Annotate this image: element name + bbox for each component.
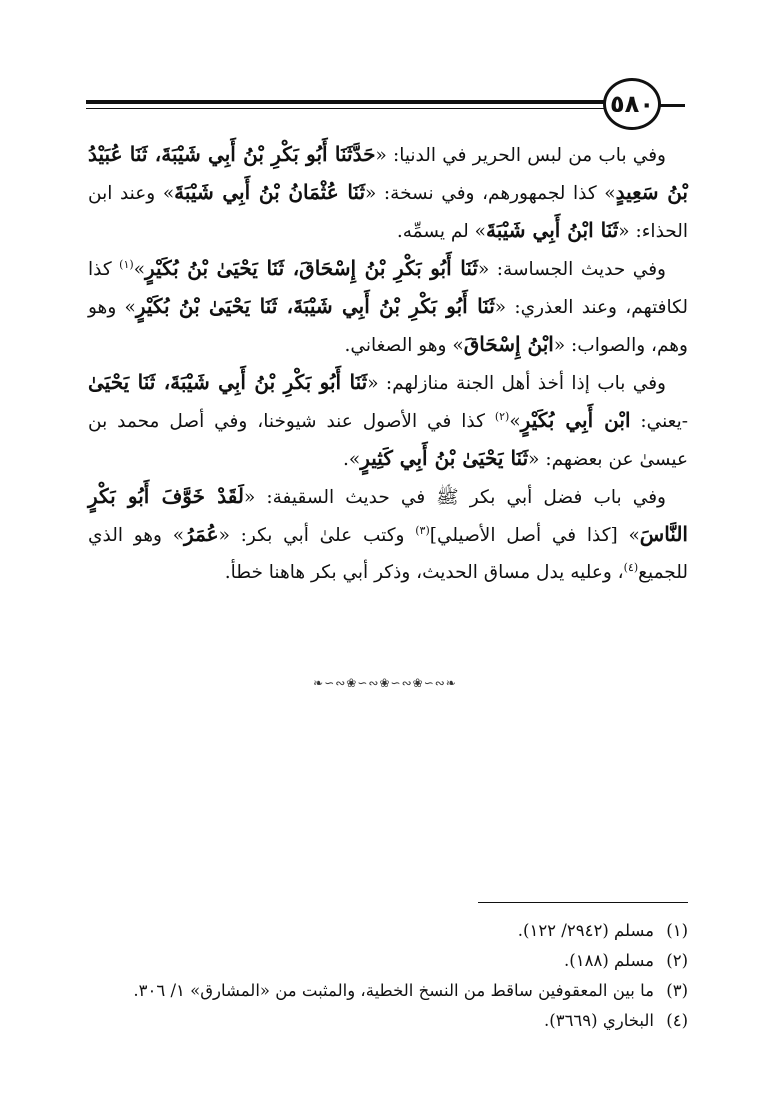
text-run: وفي باب فضل أبي بكر ﷺ في حديث السقيفة: « — [243, 487, 666, 508]
footnote-text: ما بين المعقوفين ساقط من النسخ الخطية، والمثبت من «المشارق» ١/ ٣٠٦. — [133, 981, 654, 1000]
footnote — [100, 946, 688, 976]
section-ornament: ❧∽∾❀∽∾❀∽∾❀∽∾❧ — [313, 676, 457, 690]
text-run: وفي باب إذا أخذ أهل الجنة منازلهم: « — [367, 373, 666, 394]
text-run: » — [133, 259, 146, 280]
hadith-quote: ثَنَا يَحْيَىٰ بْنُ أَبِي كَثِيرٍ — [360, 446, 529, 470]
footnote — [100, 976, 688, 1006]
text-run: » [كذا في أصل الأصيلي] — [429, 525, 640, 546]
hadith-quote: ابْنُ إِسْحَاقَ — [463, 332, 554, 356]
footnote — [100, 916, 688, 946]
hadith-quote: عُمَرُ — [184, 522, 219, 546]
paragraph — [88, 250, 688, 364]
footnote-ref: (٢) — [494, 409, 510, 423]
text-run: وفي باب من لبس الحرير في الدنيا: « — [375, 145, 666, 166]
text-run: كذا لكافتهم، وعند العذري: « — [88, 259, 688, 318]
footnote-ref: (٣) — [415, 523, 430, 537]
text-run: » لم يسمِّه. — [396, 221, 487, 242]
hadith-quote: ابْن أَبِي بُكَيْرٍ — [520, 408, 631, 432]
footnote-separator — [478, 902, 688, 903]
text-run: » وهو الذي للجميع — [88, 525, 688, 583]
footnote-number: (٣) — [666, 981, 688, 1000]
hadith-quote: ثَنَا عُثْمَانُ بْنُ أَبِي شَيْبَةَ — [174, 180, 366, 204]
footnote-number: (١) — [666, 921, 688, 940]
hadith-quote: ثَنَا ابْنُ أَبِي شَيْبَةَ — [486, 218, 619, 242]
footnote — [100, 1006, 688, 1036]
footnote-number: (٢) — [666, 951, 688, 970]
text-run: » — [509, 411, 521, 432]
header-rule-thick — [86, 100, 606, 104]
text-run: وفي حديث الجساسة: « — [477, 259, 666, 280]
text-run: » وعند ابن الحذاء: « — [88, 183, 688, 242]
footnote-text: البخاري (٣٦٦٩). — [544, 1011, 654, 1030]
text-run: -يعني: — [630, 411, 688, 432]
paragraph — [88, 136, 688, 250]
footnotes — [100, 916, 688, 1036]
hadith-quote: لَقَدْ خَوَّفَ أَبُو بَكْرٍ النَّاسَ — [88, 484, 688, 546]
main-text — [88, 136, 688, 591]
text-run: كذا في الأصول عند شيوخنا، وفي أصل محمد بن عيسىٰ عن بعضهم: « — [88, 411, 688, 470]
text-run: ». — [343, 449, 361, 470]
text-run: » كذا لجمهورهم، وفي نسخة: « — [365, 183, 616, 204]
text-run: » وهو وهم، والصواب: « — [88, 297, 688, 356]
hadith-quote: ثَنَا أَبُو بَكْرِ بْنُ أَبِي شَيْبَةَ، ثَنَا يَحْيَىٰ — [88, 370, 368, 394]
header-rule-thin — [86, 108, 606, 109]
text-run: » وهو الصغاني. — [344, 335, 464, 356]
hadith-quote: ثَنَا أَبُو بَكْرِ بْنُ أَبِي شَيْبَةَ، ثَنَا يَحْيَىٰ بْنُ بُكَيْرٍ — [135, 294, 495, 318]
footnote-ref: (٤) — [623, 560, 639, 574]
footnote-text: مسلم (١٨٨). — [564, 951, 654, 970]
text-run: وكتب علىٰ أبي بكر: « — [218, 525, 416, 546]
page-number: ٥٨٠ — [603, 78, 661, 130]
hadith-quote: ثَنَا أَبُو بَكْرِ بْنُ إِسْحَاقَ، ثَنَا يَحْيَىٰ بْنُ بُكَيْرٍ — [145, 256, 478, 280]
hadith-quote: حَدَّثَنَا أَبُو بَكْرِ بْنُ أَبِي شَيْبَةَ، ثَنَا عُبَيْدُ بْنُ سَعِيدٍ — [88, 142, 688, 204]
footnote-number: (٤) — [666, 1011, 688, 1030]
footnote-ref: (١) — [119, 257, 134, 271]
paragraph — [88, 478, 688, 591]
paragraph — [88, 364, 688, 478]
text-run: ، وعليه يدل مساق الحديث، وذكر أبي بكر هاهنا خطأ. — [224, 562, 624, 583]
footnote-text: مسلم (٢٩٤٢/ ١٢٢). — [517, 921, 654, 940]
